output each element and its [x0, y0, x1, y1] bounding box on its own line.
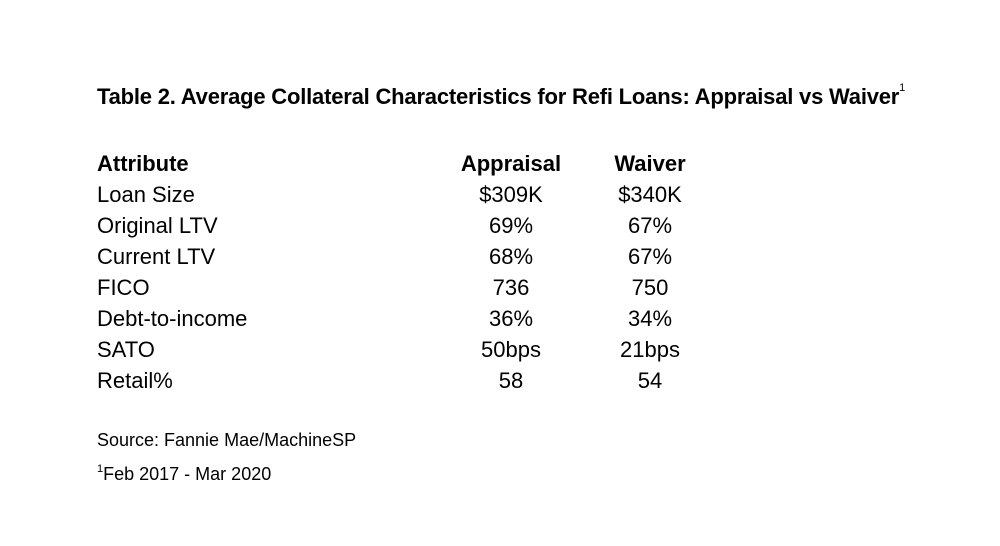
header-appraisal: Appraisal: [460, 151, 562, 176]
row-waiver-value: 750: [631, 275, 669, 300]
table-title-text: Table 2. Average Collateral Characteristics for Refi Loans: Appraisal vs Waiver: [97, 84, 900, 109]
header-waiver: Waiver: [614, 151, 686, 176]
table-row: [97, 303, 713, 334]
table-row: [97, 241, 713, 272]
row-waiver-value: 67%: [627, 213, 673, 238]
collateral-table: [97, 148, 713, 396]
row-appraisal-value: 736: [492, 275, 530, 300]
row-attribute: Original LTV: [97, 213, 218, 238]
header-attribute: Attribute: [97, 151, 189, 176]
row-attribute: Retail%: [97, 368, 173, 393]
footnote-text: Feb 2017 - Mar 2020: [103, 464, 272, 484]
table-row: [97, 334, 713, 365]
row-waiver-value: 67%: [627, 244, 673, 269]
title-footnote-marker: 1: [899, 82, 906, 94]
row-waiver-value: $340K: [618, 182, 682, 207]
row-waiver-value: 21bps: [620, 337, 680, 362]
row-appraisal-value: 58: [498, 368, 524, 393]
table-title: [97, 84, 905, 110]
row-appraisal-value: 68%: [488, 244, 534, 269]
table-header-row: [97, 148, 713, 179]
row-attribute: FICO: [97, 275, 150, 300]
row-attribute: Current LTV: [97, 244, 216, 269]
footnote: [97, 464, 271, 485]
table-row: [97, 179, 713, 210]
row-waiver-value: 54: [637, 368, 663, 393]
footnote-marker: 1: [97, 463, 104, 475]
row-appraisal-value: 36%: [488, 306, 534, 331]
table-row: [97, 210, 713, 241]
row-attribute: Loan Size: [97, 182, 195, 207]
source-note: Source: Fannie Mae/MachineSP: [97, 430, 357, 450]
row-appraisal-value: 69%: [488, 213, 534, 238]
row-appraisal-value: $309K: [479, 182, 543, 207]
row-appraisal-value: 50bps: [481, 337, 541, 362]
row-attribute: Debt-to-income: [97, 306, 248, 331]
row-attribute: SATO: [97, 337, 155, 362]
row-waiver-value: 34%: [627, 306, 673, 331]
table-row: [97, 272, 713, 303]
table-row: [97, 365, 713, 396]
